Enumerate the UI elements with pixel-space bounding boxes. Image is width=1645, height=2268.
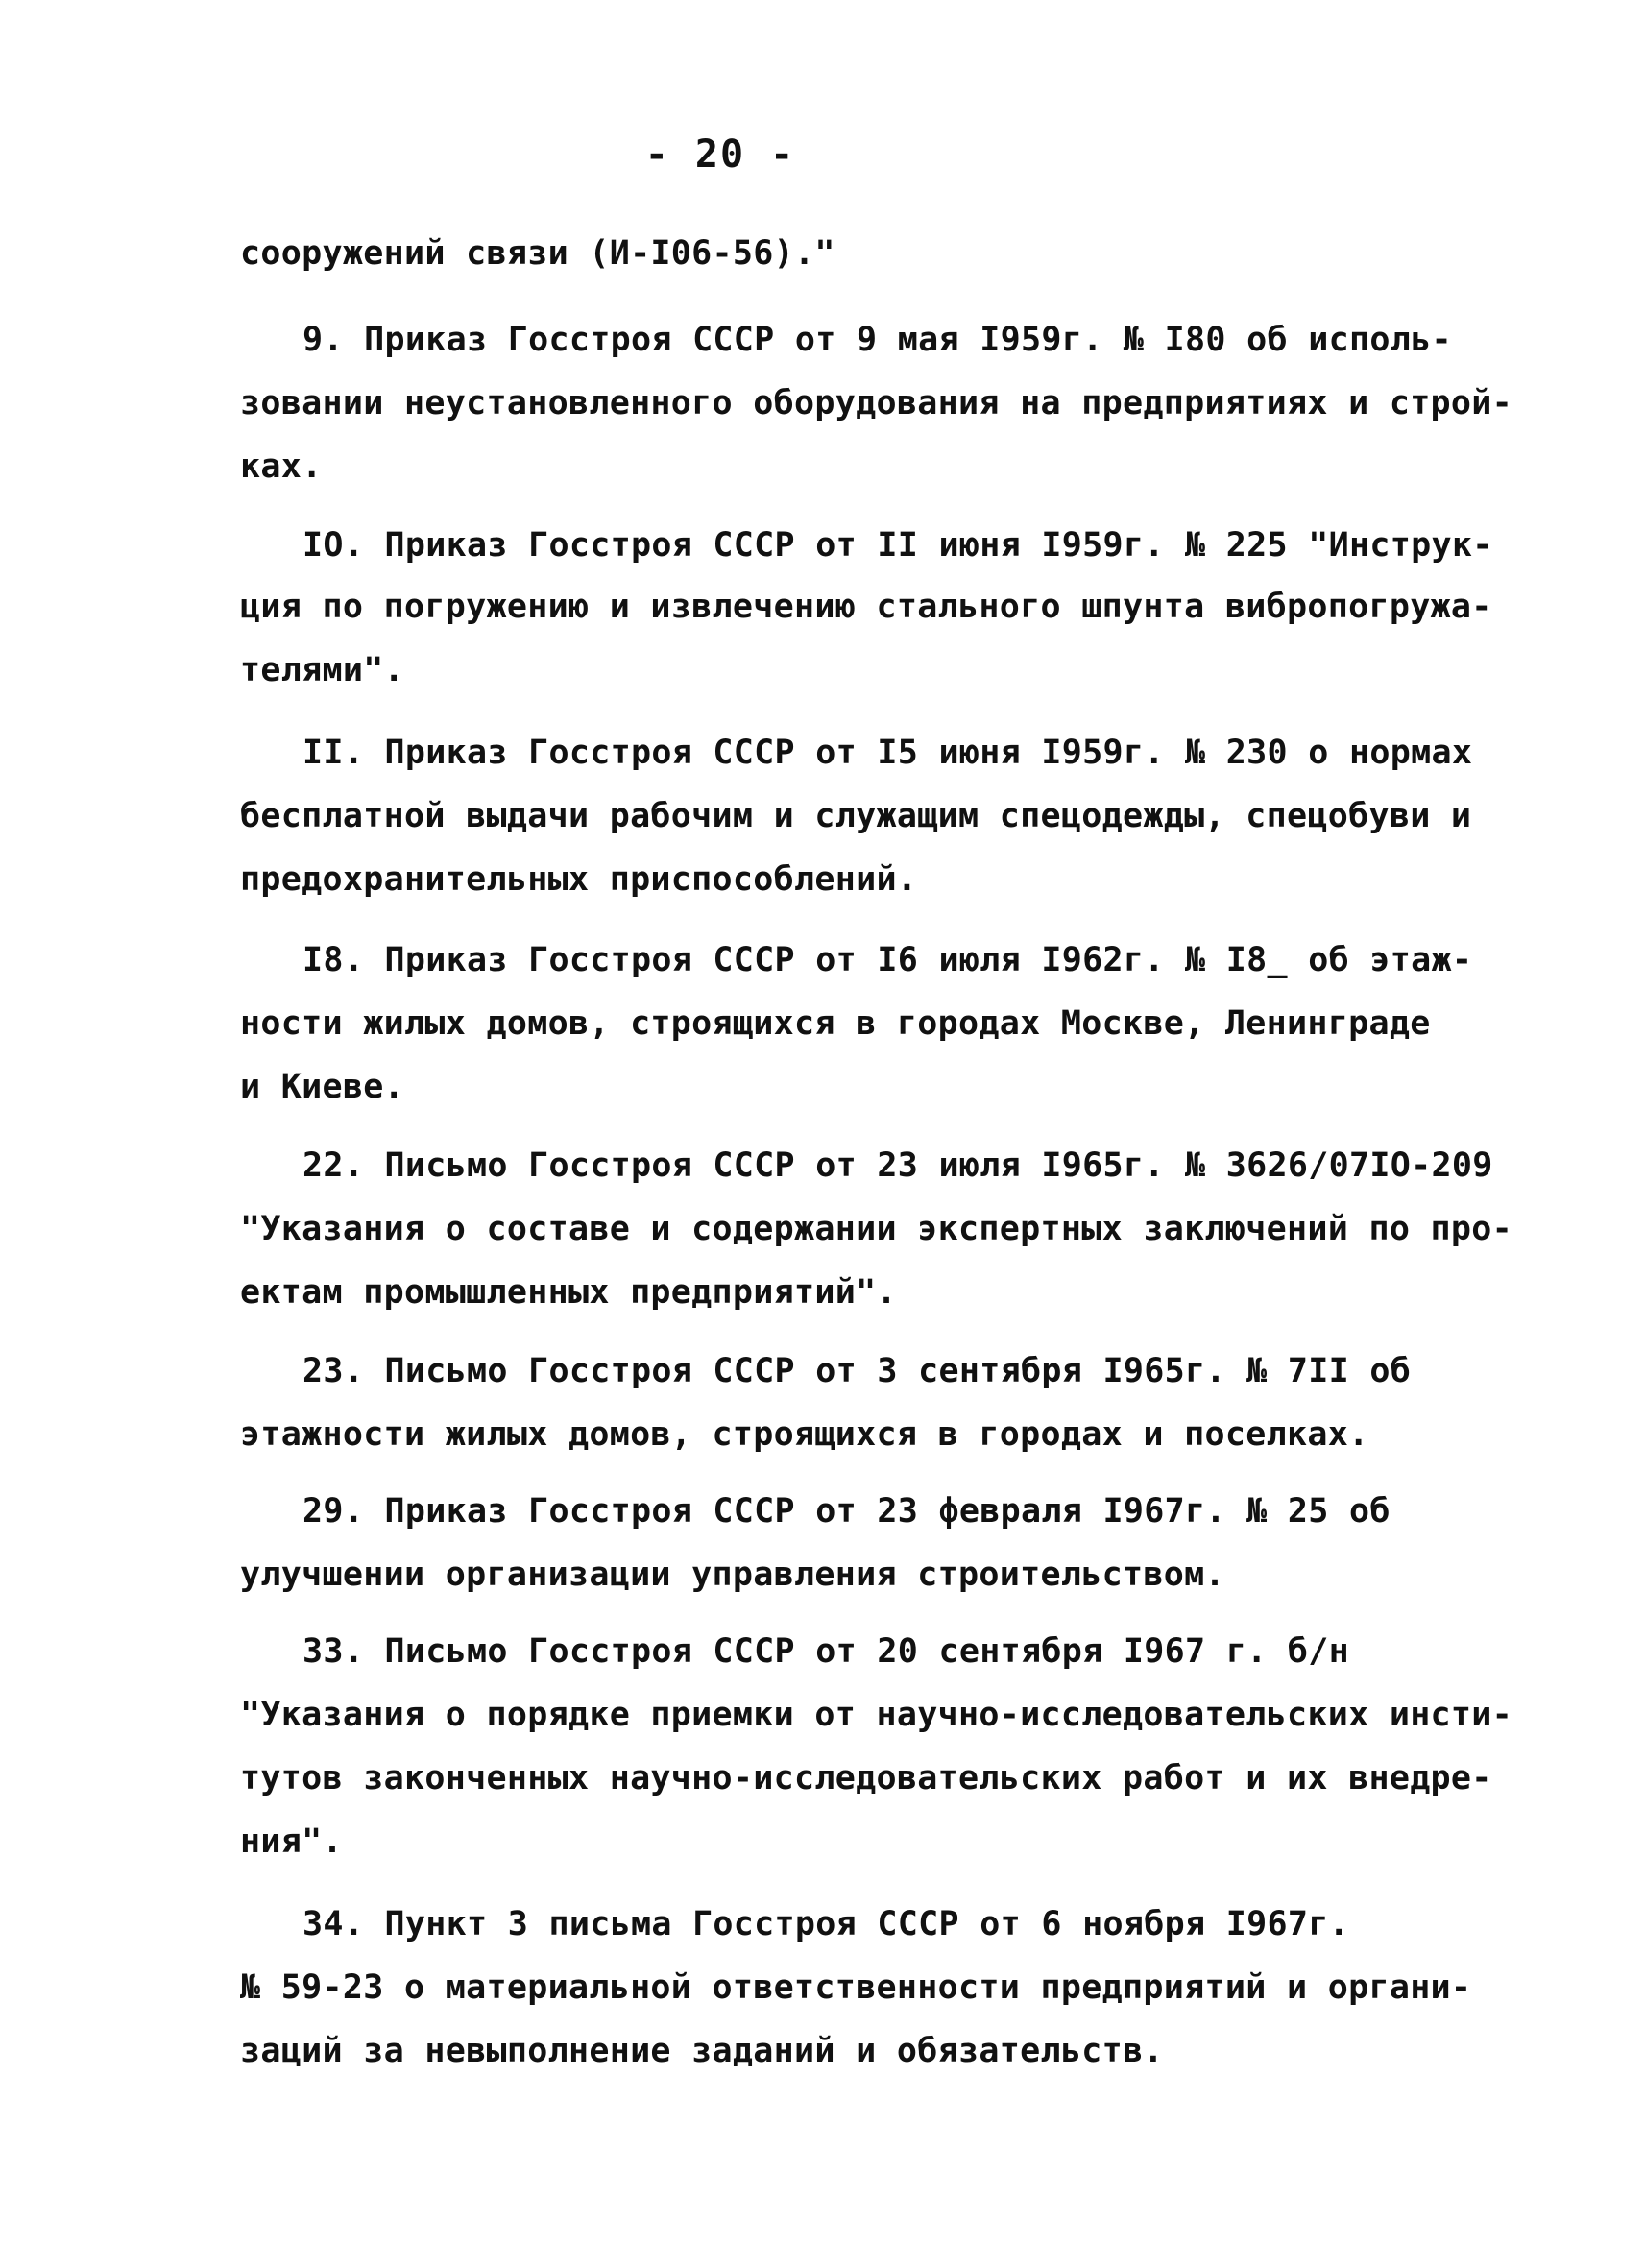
text-line: "Указания о порядке приемки от научно-исследовательских инсти-	[240, 1696, 1513, 1734]
list-item-33: 33. Письмо Госстроя СССР от 20 сентября I967 г. б/н	[302, 1632, 1349, 1671]
text-line: "Указания о составе и содержании экспертных заключений по про-	[240, 1210, 1513, 1248]
list-item-22: 22. Письмо Госстроя СССР от 23 июля I965г. № 3626/07IO-209	[302, 1146, 1493, 1185]
list-item-10: IO. Приказ Госстроя СССР от II июня I959г. № 225 "Инструк-	[302, 526, 1493, 565]
text-line: ектам промышленных предприятий".	[240, 1273, 897, 1312]
list-item-29: 29. Приказ Госстроя СССР от 23 февраля I967г. № 25 об	[302, 1492, 1391, 1531]
text-line: бесплатной выдачи рабочим и служащим спецодежды, спецобуви и	[240, 797, 1472, 835]
page-number: - 20 -	[644, 133, 796, 177]
text-line: № 59-23 о материальной ответственности предприятий и органи-	[240, 1968, 1472, 2007]
list-item-23: 23. Письмо Госстроя СССР от 3 сентября I965г. № 7II об	[302, 1352, 1412, 1390]
list-item-34: 34. Пункт 3 письма Госстроя СССР от 6 ноября I967г.	[302, 1905, 1349, 1943]
text-line: ния".	[240, 1822, 343, 1861]
text-line: тутов законченных научно-исследовательских работ и их внедре-	[240, 1759, 1492, 1798]
text-line: телями".	[240, 651, 404, 689]
text-line: зовании неустановленного оборудования на предприятиях и строй-	[240, 384, 1513, 422]
text-line: заций за невыполнение заданий и обязательств.	[240, 2032, 1164, 2070]
text-line: и Киеве.	[240, 1068, 404, 1106]
list-item-11: II. Приказ Госстроя СССР от I5 июня I959г. № 230 о нормах	[302, 734, 1473, 772]
list-item-9: 9. Приказ Госстроя СССР от 9 мая I959г. № I80 об исполь-	[302, 321, 1452, 359]
text-line: ция по погружению и извлечению стального шпунта вибропогружа-	[240, 588, 1492, 626]
text-line: улучшении организации управления строительством.	[240, 1556, 1225, 1594]
text-line: сооружений связи (И-I06-56)."	[240, 234, 835, 273]
text-line: этажности жилых домов, строящихся в городах и поселках.	[240, 1415, 1369, 1454]
text-line: ках.	[240, 447, 323, 486]
text-line: ности жилых домов, строящихся в городах Москве, Ленинграде	[240, 1004, 1431, 1043]
text-line: предохранительных приспособлений.	[240, 860, 918, 899]
list-item-18: I8. Приказ Госстроя СССР от I6 июля I962г. № I8_ об этаж-	[302, 941, 1473, 979]
